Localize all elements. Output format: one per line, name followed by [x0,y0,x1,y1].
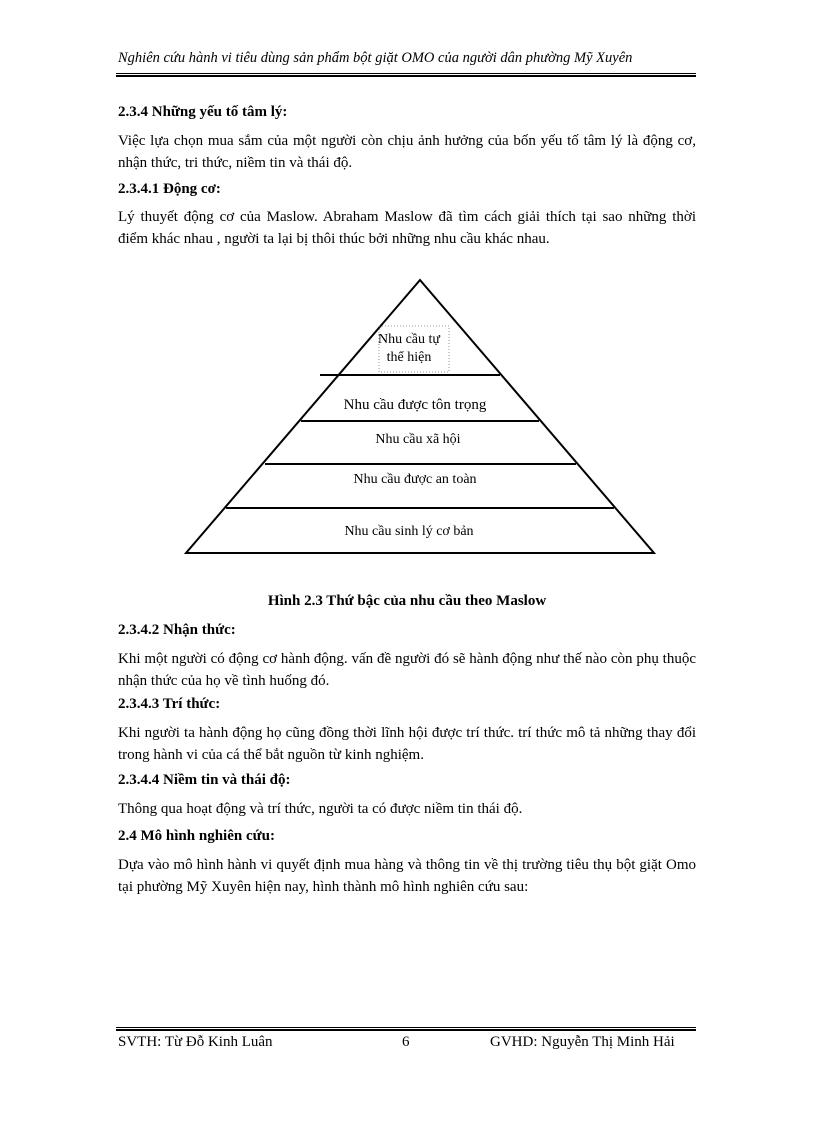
footer-student: SVTH: Từ Đỗ Kinh Luân [118,1034,273,1050]
figure-caption: Hình 2.3 Thứ bậc của nhu cầu theo Maslow [267,593,547,609]
footer-rule [116,1027,696,1031]
header-rule [116,73,696,77]
paragraph-2-3-4-2: Khi một người có động cơ hành động. vấn đề người đó sẽ hành động như thế nào còn phụ thuộc nhận thức của họ về tình huống đó. [118,651,696,689]
heading-2-3-4-4: 2.3.4.4 Niềm tin và thái độ: [118,772,291,788]
heading-2-4: 2.4 Mô hình nghiên cứu: [118,828,275,844]
level-self-actualization-line2: thể hiện [386,350,432,365]
maslow-pyramid [180,278,660,560]
level-self-actualization-line1: Nhu cầu tự [377,332,441,347]
level-social: Nhu cầu xã hội [375,432,461,447]
paragraph-2-3-4-4: Thông qua hoạt động và trí thức, người ta có được niềm tin thái độ. [118,801,523,817]
paragraph-2-3-4-3: Khi người ta hành động họ cũng đồng thời lĩnh hội được trí thức. trí thức mô tả những thay đổi trong hành vi của cá thể bắt nguồn từ kinh nghiệm. [118,725,696,763]
heading-2-3-4-3: 2.3.4.3 Trí thức: [118,696,221,712]
paragraph-2-3-4-1: Lý thuyết động cơ của Maslow. Abraham Maslow đã tìm cách giải thích tại sao những thời điểm khác nhau , người ta lại bị thôi thúc bởi những nhu cầu khác nhau. [118,209,696,247]
running-header: Nghiên cứu hành vi tiêu dùng sản phẩm bột giặt OMO của người dân phường Mỹ Xuyên [118,50,633,66]
page-number: 6 [402,1034,410,1050]
heading-2-3-4: 2.3.4 Những yếu tố tâm lý: [118,104,288,120]
level-safety: Nhu cầu được an toàn [353,472,477,487]
pyramid-outline [186,280,654,553]
level-physiological: Nhu cầu sinh lý cơ bản [344,524,474,539]
paragraph-2-3-4: Việc lựa chọn mua sắm của một người còn chịu ảnh hưởng của bốn yếu tố tâm lý là động cơ, nhận thức, tri thức, niềm tin và thái độ. [118,133,696,171]
heading-2-3-4-2: 2.3.4.2 Nhận thức: [118,622,236,638]
footer-advisor: GVHD: Nguyễn Thị Minh Hải [490,1034,675,1050]
heading-2-3-4-1: 2.3.4.1 Động cơ: [118,181,221,197]
paragraph-2-4: Dựa vào mô hình hành vi quyết định mua hàng và thông tin về thị trường tiêu thụ bột giặt Omo tại phường Mỹ Xuyên hiện nay, hình thành mô hình nghiên cứu sau: [118,857,696,895]
level-esteem: Nhu cầu được tôn trọng [343,397,487,413]
